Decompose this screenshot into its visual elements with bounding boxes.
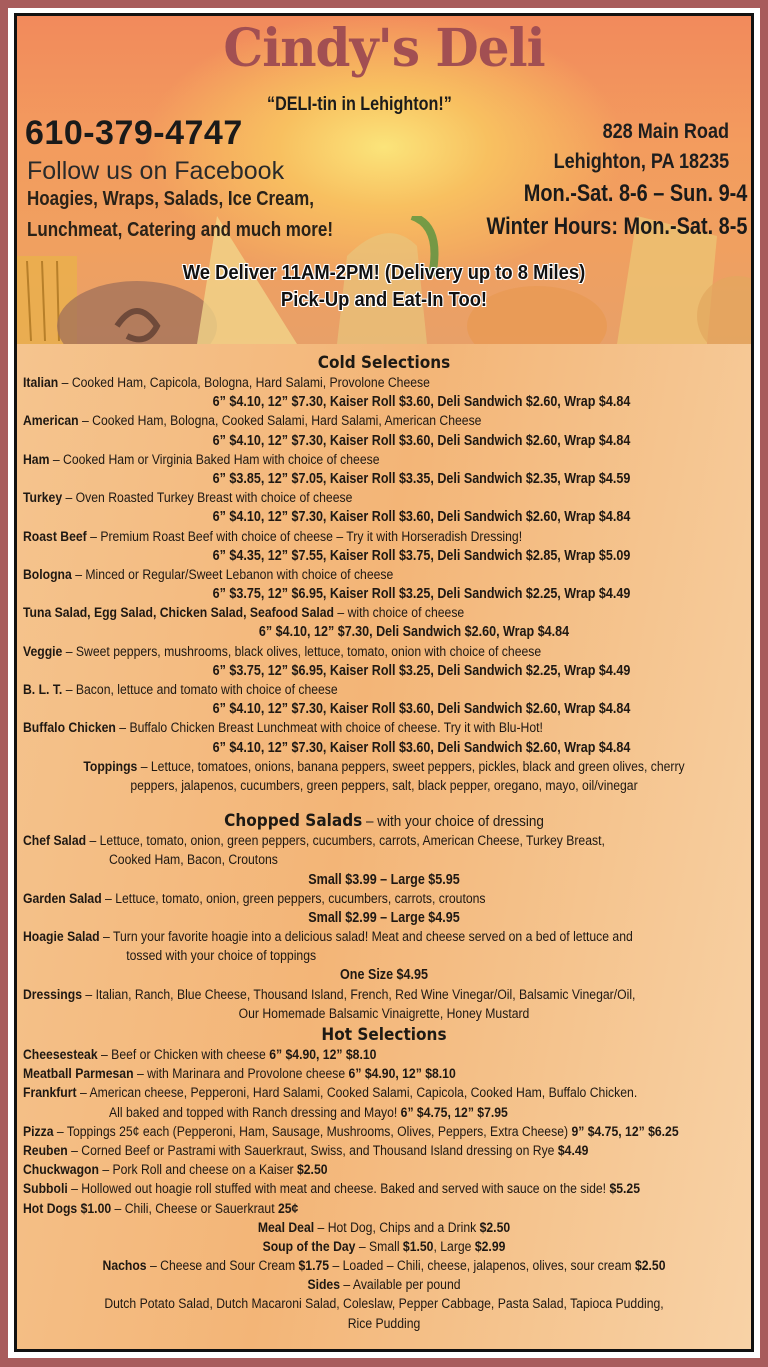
item-desc: – Cooked Ham or Virginia Baked Ham with choice of cheese xyxy=(49,451,380,468)
item-name: Bologna xyxy=(23,566,72,583)
item-name: Chuckwagon xyxy=(23,1162,99,1179)
item-prices: 6” $4.10, 12” $7.30, Kaiser Roll $3.60, Deli Sandwich $2.60, Wrap $4.84 xyxy=(212,509,631,526)
dressings-label: Dressings xyxy=(23,986,83,1003)
item-name: Hot Dogs $1.00 xyxy=(23,1200,112,1217)
item-desc-cont xyxy=(23,1104,743,1123)
menu-item xyxy=(23,489,743,508)
tagline: “DELI-tin in Lehighton!” xyxy=(267,94,452,115)
store-hours: Mon.-Sat. 8-6 – Sun. 9-4 xyxy=(523,180,747,207)
toppings-label: Toppings xyxy=(83,758,138,775)
item-name: Reuben xyxy=(23,1142,68,1159)
item-name: Cheesesteak xyxy=(23,1047,98,1063)
meal-deal xyxy=(74,1219,695,1238)
menu-item xyxy=(23,928,743,947)
item-prices: 9” $4.75, 12” $6.25 xyxy=(571,1123,679,1140)
sides xyxy=(74,1276,695,1295)
menu-item xyxy=(23,528,743,547)
item-desc: – Pork Roll and cheese on a Kaiser xyxy=(98,1162,297,1179)
item-prices: 6” $4.10, 12” $7.30, Kaiser Roll $3.60, Deli Sandwich $2.60, Wrap $4.84 xyxy=(212,739,631,756)
menu-item xyxy=(23,1161,743,1180)
item-name: Nachos xyxy=(102,1258,147,1275)
toppings xyxy=(74,758,695,777)
item-desc-cont: Cooked Ham, Bacon, Croutons xyxy=(109,852,278,869)
spacer xyxy=(23,796,745,810)
item-prices: 6” $3.75, 12” $6.95, Kaiser Roll $3.25, Deli Sandwich $2.25, Wrap $4.49 xyxy=(212,586,631,603)
item-prices: Small $2.99 – Large $4.95 xyxy=(308,909,460,926)
cold-selections-heading: Cold Selections xyxy=(317,353,451,373)
menu-item xyxy=(23,1123,743,1142)
item-prices: $2.50 xyxy=(479,1219,511,1236)
item-name: Sides xyxy=(307,1277,341,1294)
salads-title: Chopped Salads xyxy=(224,811,363,832)
item-desc: – Chili, Cheese or Sauerkraut xyxy=(111,1200,278,1217)
item-desc: – with Marinara and Provolone cheese xyxy=(133,1066,349,1083)
item-desc: – Premium Roast Beef with choice of cheese – Try it with Horseradish Dressing! xyxy=(86,528,523,545)
item-desc: – Toppings 25¢ each (Pepperoni, Ham, Sausage, Mushrooms, Olives, Peppers, Extra Cheese) xyxy=(53,1123,572,1140)
phone-number[interactable]: 610-379-4747 xyxy=(25,114,243,152)
item-desc: All baked and topped with Ranch dressing and Mayo! xyxy=(109,1104,401,1121)
facebook-link[interactable]: Follow us on Facebook xyxy=(27,157,285,185)
menu-item xyxy=(23,832,743,851)
offerings-line-2: Lunchmeat, Catering and much more! xyxy=(27,219,334,241)
item-name: American xyxy=(23,413,79,430)
menu-item xyxy=(23,681,743,700)
item-name: Turkey xyxy=(23,490,63,507)
item-desc: – Sweet peppers, mushrooms, black olives, lettuce, tomato, onion with choice of cheese xyxy=(62,643,542,660)
item-desc: – Available per pound xyxy=(340,1277,461,1294)
item-desc: – Corned Beef or Pastrami with Sauerkraut, Swiss, and Thousand Island dressing on Rye xyxy=(67,1142,558,1159)
item-name: Garden Salad xyxy=(23,890,102,907)
item-name: Subboli xyxy=(23,1181,68,1198)
item-desc: – American cheese, Pepperoni, Hard Salami, Cooked Salami, Capicola, Cooked Ham, Buffalo Chicken. xyxy=(76,1085,638,1102)
item-desc: – Lettuce, tomato, onion, green peppers, cucumbers, carrots, croutons xyxy=(101,890,486,907)
menu-item xyxy=(23,643,743,662)
salads-subtitle: – with your choice of dressing xyxy=(362,813,544,831)
item-desc: – with choice of cheese xyxy=(333,605,465,622)
item-name: Roast Beef xyxy=(23,528,87,545)
item-prices: 6” $3.85, 12” $7.05, Kaiser Roll $3.35, Deli Sandwich $2.35, Wrap $4.59 xyxy=(212,470,631,487)
menu-item xyxy=(23,890,743,909)
item-desc: – Small xyxy=(355,1238,403,1255)
item-prices: One Size $4.95 xyxy=(340,967,428,984)
toppings-list: – Lettuce, tomatoes, onions, banana peppers, sweet peppers, pickles, black and green olives, cherry xyxy=(137,758,685,775)
item-name: Veggie xyxy=(23,643,63,660)
item-prices: 25¢ xyxy=(277,1200,299,1217)
menu-item xyxy=(23,604,743,623)
item-prices: 6” $4.35, 12” $7.55, Kaiser Roll $3.75, Deli Sandwich $2.85, Wrap $5.09 xyxy=(212,547,631,564)
item-desc: – Buffalo Chicken Breast Lunchmeat with choice of cheese. Try it with Blu-Hot! xyxy=(115,720,543,737)
item-name: Frankfurt xyxy=(23,1085,77,1102)
item-desc: , Large xyxy=(433,1238,475,1255)
item-prices: 6” $4.10, 12” $7.30, Kaiser Roll $3.60, Deli Sandwich $2.60, Wrap $4.84 xyxy=(212,394,631,411)
item-prices: 6” $4.90, 12” $8.10 xyxy=(269,1047,377,1063)
item-name: Ham xyxy=(23,451,50,468)
toppings-list-cont: peppers, jalapenos, cucumbers, green peppers, salt, black pepper, oregano, mayo, oil/vinegar xyxy=(130,777,638,794)
item-desc: – Hollowed out hoagie roll stuffed with meat and cheese. Baked and served with sauce on the side! xyxy=(67,1181,610,1198)
header-banner xyxy=(17,16,751,344)
item-prices: $2.50 xyxy=(634,1258,666,1275)
menu-item xyxy=(23,1200,743,1219)
menu-item xyxy=(23,374,743,393)
menu-item xyxy=(23,1065,743,1084)
item-desc: – Cooked Ham, Capicola, Bologna, Hard Salami, Provolone Cheese xyxy=(58,375,430,391)
item-desc: – Beef or Chicken with cheese xyxy=(97,1047,270,1063)
menu-item xyxy=(23,451,743,470)
dressings-list-cont: Our Homemade Balsamic Vinaigrette, Honey Mustard xyxy=(238,1005,530,1022)
item-prices: 6” $4.10, 12” $7.30, Deli Sandwich $2.60, Wrap $4.84 xyxy=(258,624,570,641)
item-name: Italian xyxy=(23,375,59,391)
menu-item xyxy=(23,719,743,738)
pickup-info: Pick-Up and Eat-In Too! xyxy=(280,289,488,311)
soup-of-the-day xyxy=(74,1238,695,1257)
menu-item xyxy=(23,1180,743,1199)
item-desc: – Oven Roasted Turkey Breast with choice of cheese xyxy=(62,490,353,507)
item-prices: 6” $4.75, 12” $7.95 xyxy=(400,1104,508,1121)
chopped-salads-heading xyxy=(59,810,709,832)
item-name: Hoagie Salad xyxy=(23,929,100,946)
dressings-list: – Italian, Ranch, Blue Cheese, Thousand Island, French, Red Wine Vinegar/Oil, Balsamic Vinegar/Oil, xyxy=(82,986,636,1003)
item-desc: – Minced or Regular/Sweet Lebanon with choice of cheese xyxy=(71,566,394,583)
item-desc: – Cheese and Sour Cream xyxy=(146,1258,299,1275)
item-name: Meal Deal xyxy=(257,1219,315,1236)
item-desc: – Cooked Ham, Bologna, Cooked Salami, Hard Salami, American Cheese xyxy=(78,413,482,430)
item-prices: 6” $4.90, 12” $8.10 xyxy=(348,1066,456,1083)
menu-item xyxy=(23,566,743,585)
item-prices: 6” $3.75, 12” $6.95, Kaiser Roll $3.25, Deli Sandwich $2.25, Wrap $4.49 xyxy=(212,662,631,679)
item-desc: – Loaded – Chili, cheese, jalapenos, olives, sour cream xyxy=(329,1258,635,1275)
item-desc: – Bacon, lettuce and tomato with choice of cheese xyxy=(62,682,338,698)
sides-list: Dutch Potato Salad, Dutch Macaroni Salad, Coleslaw, Pepper Cabbage, Pasta Salad, Tapioca Pudding, xyxy=(104,1296,664,1313)
item-prices: $2.99 xyxy=(474,1238,506,1255)
winter-hours: Winter Hours: Mon.-Sat. 8-5 xyxy=(485,213,747,240)
menu-body xyxy=(17,344,751,1349)
item-name: Meatball Parmesan xyxy=(23,1066,134,1083)
item-prices: $4.49 xyxy=(557,1142,589,1159)
hot-selections-heading: Hot Selections xyxy=(321,1025,447,1045)
address-street: 828 Main Road xyxy=(602,120,729,143)
item-name: Soup of the Day xyxy=(262,1238,356,1255)
item-name: Buffalo Chicken xyxy=(23,720,116,737)
item-prices: $1.75 xyxy=(298,1258,330,1275)
menu-item xyxy=(23,1046,743,1065)
item-prices: $5.25 xyxy=(609,1181,640,1198)
item-prices: $2.50 xyxy=(296,1162,328,1179)
delivery-info: We Deliver 11AM-2PM! (Delivery up to 8 Miles) xyxy=(182,262,586,284)
item-prices: 6” $4.10, 12” $7.30, Kaiser Roll $3.60, Deli Sandwich $2.60, Wrap $4.84 xyxy=(212,432,631,449)
offerings-line-1: Hoagies, Wraps, Salads, Ice Cream, xyxy=(27,188,314,210)
item-name: Tuna Salad, Egg Salad, Chicken Salad, Seafood Salad xyxy=(23,605,334,622)
item-desc-cont: tossed with your choice of toppings xyxy=(126,948,317,965)
deli-logo: Cindy's Deli xyxy=(223,16,545,79)
item-desc: – Hot Dog, Chips and a Drink xyxy=(314,1219,480,1236)
dressings xyxy=(23,986,743,1005)
menu-item xyxy=(23,1142,743,1161)
menu-frame xyxy=(14,13,754,1352)
item-desc: – Lettuce, tomato, onion, green peppers, cucumbers, carrots, American Cheese, Turkey Breast, xyxy=(86,833,605,850)
address-city: Lehighton, PA 18235 xyxy=(553,150,729,173)
menu-item xyxy=(23,412,743,431)
nachos xyxy=(74,1257,695,1276)
item-name: B. L. T. xyxy=(23,682,63,698)
item-prices: Small $3.99 – Large $5.95 xyxy=(308,871,460,888)
item-prices: $1.50 xyxy=(402,1238,434,1255)
item-desc: – Turn your favorite hoagie into a delicious salad! Meat and cheese served on a bed of lettuce and xyxy=(99,929,633,946)
menu-item xyxy=(23,1084,743,1103)
item-name: Pizza xyxy=(23,1123,54,1140)
item-prices: 6” $4.10, 12” $7.30, Kaiser Roll $3.60, Deli Sandwich $2.60, Wrap $4.84 xyxy=(212,701,631,718)
item-name: Chef Salad xyxy=(23,833,87,850)
sides-list-cont: Rice Pudding xyxy=(347,1315,421,1332)
